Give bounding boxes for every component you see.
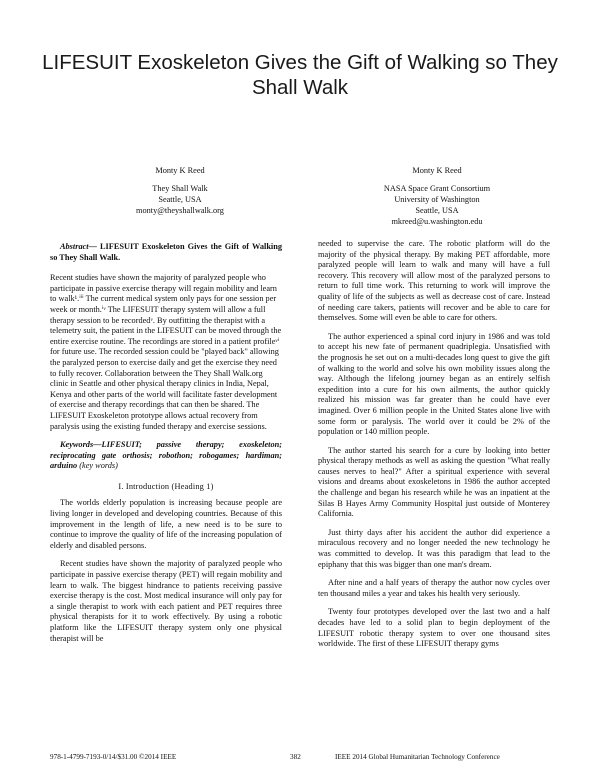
left-column <box>50 242 282 652</box>
keywords-label: Keywords— <box>60 440 102 450</box>
author-name: Monty K Reed <box>155 166 205 175</box>
author-email: monty@theyshallwalk.org <box>136 206 224 215</box>
paper-title: LIFESUIT Exoskeleton Gives the Gift of Walking so They Shall Walk <box>42 51 558 99</box>
page-number: 382 <box>290 753 301 761</box>
body-paragraph: The author experienced a spinal cord injury in 1986 and was told to accept his new fate of permanent quadriplegia. Unsatisfied with the prognosis he set out on a multi-decades long quest to give the gift of walking to the world and solve his own mobility issues along the way. Although the lifelong journey began as an entirely selfish expedition into a cure for his own ailments, the author quickly realized his mission was far greater than he could have ever imagined. Over 6 million people in the United States alone live with some form or paralysis. The world over it could be 2% of the population or 140 million people. <box>318 331 550 437</box>
author-city: Seattle, USA <box>158 195 202 204</box>
body-paragraph: After nine and a half years of therapy the author now cycles over ten thousand miles a year and takes his health very seriously. <box>318 578 550 598</box>
author-org: They Shall Walk <box>152 184 208 193</box>
body-paragraph: Recent studies have shown the majority of paralyzed people who participate in passive exercise therapy (PET) will regain mobility and learn to walk. The biggest hindrance to patients receiving passive exercise therapy is the cost. Most medical insurance will only pay for a single therapist to work with each patient and PET requires three physical therapists for it to work effectively. By using a robotic platform like the LIFESUIT therapy system only one physical therapist will be <box>50 559 282 643</box>
author-email: mkreed@u.washington.edu <box>391 217 483 226</box>
author-block-left <box>70 165 290 216</box>
body-paragraph: Just thirty days after his accident the author did experience a miraculous recovery and no longer needed the new technology he was committed to develop. It was this paradigm that lead to the epiphany that this was bigger than one man's dream. <box>318 527 550 569</box>
keywords-list: LIFESUIT; passive therapy; exoskeleton; reciprocating gate orthosis; robothon; robogames; hardiman; arduino <box>50 440 282 471</box>
keywords-tail: (key words) <box>79 461 118 471</box>
section-heading: I. Introduction (Heading 1) <box>118 481 214 491</box>
body-paragraph: The worlds elderly population is increasing because people are living longer in developed and developing countries. Because of this improvement in the length of life, a new need is to be sure to continue to improve the quality of life of the increasing population of elderly and disabled persons. <box>50 498 282 550</box>
author-name: Monty K Reed <box>412 166 462 175</box>
author-block-right <box>327 165 547 227</box>
abstract-label: Abstract— <box>60 242 97 251</box>
footer-conference: IEEE 2014 Global Humanitarian Technology Conference <box>335 753 500 761</box>
author-org-secondary: University of Washington <box>394 195 480 204</box>
body-paragraph: needed to supervise the care. The robotic platform will do the majority of the physical therapy. By making PET affordable, more paralyzed people will learn to walk and many will have a full recovery. This recovery will allow most of the paralyzed persons to return to full time work. This returning to work will improve the quality of life of the subjects as well as decrease cost of care. Instead of needing care takers, patients will recover and be able to care for themselves. Some will even be able to care for others. <box>318 239 550 323</box>
right-column <box>318 239 550 658</box>
author-org: NASA Space Grant Consortium <box>383 184 491 193</box>
keywords <box>50 440 282 472</box>
footer-copyright: 978-1-4799-7193-0/14/$31.00 ©2014 IEEE <box>50 753 177 761</box>
body-paragraph: Twenty four prototypes developed over the last two and a half decades have led to a solid plan to begin deployment of the LIFESUIT robotic therapy system to over one thousand sites worldwide. The first of these LIFESUIT therapy gyms <box>318 607 550 649</box>
body-paragraph: The author started his search for a cure by looking into better physical therapy methods as well as asking the question "What really causes nerves to heal?" After a spiritual experience with several visions and dreams about exoskeletons in 1986 the author accepted the challenge and began his research while he was an inpatient at the Silas B Hayes Army Community Hospital just outside of Monterey California. <box>318 445 550 519</box>
abstract-text: LIFESUIT Exoskeleton Gives the Gift of Walking so They Shall Walk. <box>50 242 282 262</box>
abstract <box>50 242 282 263</box>
abstract-body: Recent studies have shown the majority of paralyzed people who participate in passive exercise therapy will regain mobility and learn to walk¹.ⁱⁱⁱ The current medical system only pays for one session per week or month.ⁱᵛ The LIFESUIT therapy system will allow a full therapy session to be recordedᵛ. By outfitting the therapist with a telemetry suit, the patient in the LIFESUIT can be moved through the entire exercise routine. The recordings are stored in a patient profileᵛⁱ for future use. The recorded session could be "played back" allowing the paralyzed person to exercise daily and get the exercise they need to fully recover. Collaboration between the They Shall Walk.org clinic in Seattle and other physical therapy clinics in India, Nepal, Kenya and other parts of the world will facilitate faster development of exercise and therapy recordings that can then be shared. The LIFESUIT Exoskeleton prototype allows actual recovery from paralysis using the existing funded therapy and exercise sessions. <box>50 273 282 431</box>
author-city: Seattle, USA <box>415 206 459 215</box>
